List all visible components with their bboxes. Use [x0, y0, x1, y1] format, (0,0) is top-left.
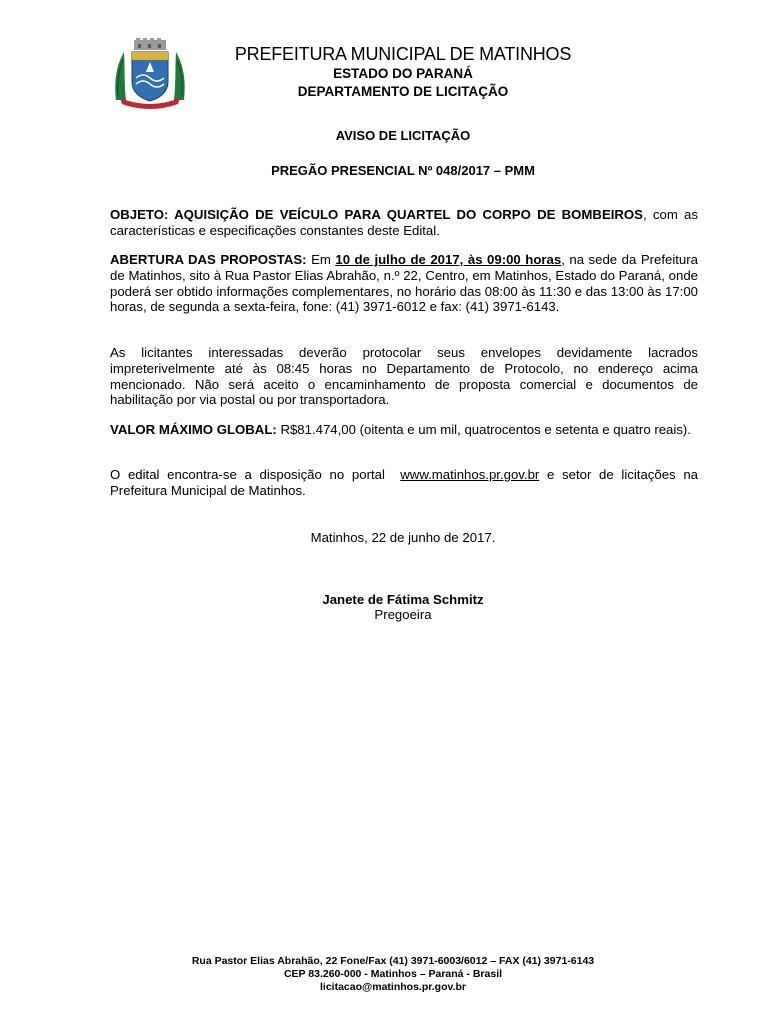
edital-pre: O edital encontra-se a disposição no portal	[110, 467, 401, 482]
footer-email: licitacao@matinhos.pr.gov.br	[320, 981, 466, 993]
objeto-paragraph	[110, 207, 698, 239]
header-state: ESTADO DO PARANÁ	[333, 66, 473, 81]
objeto-label: OBJETO: AQUISIÇÃO DE VEÍCULO PARA QUARTEL DO CORPO DE BOMBEIROS	[110, 207, 643, 222]
signature-role: Pregoeira	[374, 607, 432, 622]
valor-paragraph	[110, 422, 698, 438]
abertura-text: , na sede da Prefeitura de Matinhos, sito à Rua Pastor Elias Abrahão, n.º 22, Centro, em Matinhos, Estado do Paraná, onde poderá ser obtido informações complementares, no horário das 08:00 às 11:30 e das 13:00 às 17:00 horas, de segunda a sexta-feira, fone: (41) 3971-6012 e fax: (41) 3971-6143.	[110, 252, 698, 315]
header-title: PREFEITURA MUNICIPAL DE MATINHOS	[234, 44, 572, 64]
valor-label: VALOR MÁXIMO GLOBAL:	[110, 422, 277, 437]
footer-address: Rua Pastor Elias Abrahão, 22 Fone/Fax (41) 3971-6003/6012 – FAX (41) 3971-6143	[191, 955, 595, 967]
valor-text: R$81.474,00 (oitenta e um mil, quatrocentos e setenta e quatro reais).	[276, 422, 691, 437]
coat-of-arms-logo	[112, 38, 188, 110]
objeto-text: , com as características e especificações constantes deste Edital.	[110, 207, 698, 238]
notice-number: PREGÃO PRESENCIAL Nº 048/2017 – PMM	[271, 163, 535, 178]
abertura-pre: Em	[306, 252, 336, 267]
abertura-date: 10 de julho de 2017, às 09:00 horas	[335, 252, 562, 267]
abertura-paragraph	[110, 252, 698, 315]
footer-cep: CEP 83.260-000 - Matinhos – Paraná - Brasil	[283, 968, 503, 980]
edital-paragraph	[110, 467, 698, 499]
header-department: DEPARTAMENTO DE LICITAÇÃO	[297, 84, 509, 99]
licitantes-paragraph: As licitantes interessadas deverão protocolar seus envelopes devidamente lacrados impreterivelmente até às 08:45 horas no Departamento de Protocolo, no endereço acima mencionado. Não será aceito o encaminhamento de proposta comercial e documentos de habilitação por via postal ou por transportadora.	[110, 345, 698, 408]
edital-post: e setor de licitações na Prefeitura Municipal de Matinhos.	[110, 467, 698, 498]
signature-name: Janete de Fátima Schmitz	[322, 592, 484, 607]
date-line: Matinhos, 22 de junho de 2017.	[310, 530, 496, 545]
abertura-label: ABERTURA DAS PROPOSTAS:	[110, 252, 307, 267]
notice-title: AVISO DE LICITAÇÃO	[335, 128, 471, 143]
portal-link[interactable]: www.matinhos.pr.gov.br	[400, 467, 540, 482]
